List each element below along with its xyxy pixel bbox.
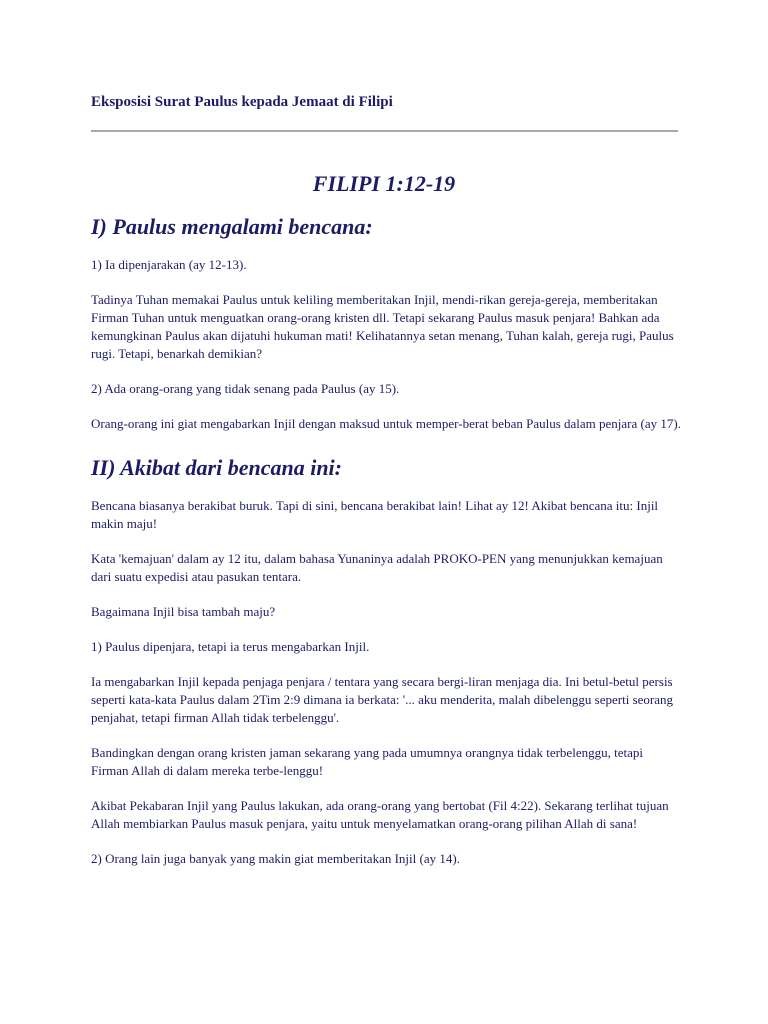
paragraph: Kata 'kemajuan' dalam ay 12 itu, dalam bahasa Yunaninya adalah PROKO-PEN yang menunjukkan kemajuan dari suatu expedisi atau pasukan tentara.: [91, 551, 663, 584]
paragraph: Bagaimana Injil bisa tambah maju?: [91, 604, 276, 619]
paragraph: Bandingkan dengan orang kristen jaman sekarang yang pada umumnya orangnya tidak terbelenggu, tetapi Firman Allah di dalam mereka terbe-lenggu!: [91, 745, 643, 778]
paragraph: Ia mengabarkan Injil kepada penjaga penjara / tentara yang secara bergi-liran menjaga dia. Ini betul-betul persis seperti kata-kata Paulus dalam 2Tim 2:9 dimana ia berkata: '... aku menderita, malah dibelenggu seperti seorang penjahat, tetapi firman Allah tidak terbelenggu'.: [91, 674, 673, 725]
paragraph: 2) Ada orang-orang yang tidak senang pada Paulus (ay 15).: [91, 381, 400, 396]
section-heading-1: I) Paulus mengalami bencana:: [91, 214, 373, 239]
paragraph: Tadinya Tuhan memakai Paulus untuk keliling memberitakan Injil, mendi-rikan gereja-gereja, memberitakan Firman Tuhan untuk menguatkan orang-orang kristen dll. Tetapi sekarang Paulus masuk penjara! Bahkan ada kemungkinan Paulus akan dijatuhi hukuman mati! Kelihatannya setan menang, Tuhan kalah, gereja rugi, Paulus rugi. Tetapi, benarkah demikian?: [91, 292, 674, 361]
paragraph: Bencana biasanya berakibat buruk. Tapi di sini, bencana berakibat lain! Lihat ay 12! Akibat bencana itu: Injil makin maju!: [91, 498, 659, 531]
paragraph: 1) Ia dipenjarakan (ay 12-13).: [91, 257, 247, 272]
document-title: Eksposisi Surat Paulus kepada Jemaat di Filipi: [91, 94, 393, 110]
chapter-heading: FILIPI 1:12-19: [312, 171, 456, 196]
document-body: [91, 214, 681, 885]
paragraph: 2) Orang lain juga banyak yang makin giat memberitakan Injil (ay 14).: [91, 851, 460, 866]
paragraph: Orang-orang ini giat mengabarkan Injil dengan maksud untuk memper-berat beban Paulus dalam penjara (ay 17).: [91, 416, 681, 431]
divider-rule: [91, 130, 678, 132]
section-heading-2: II) Akibat dari bencana ini:: [91, 455, 342, 480]
paragraph: 1) Paulus dipenjara, tetapi ia terus mengabarkan Injil.: [91, 639, 370, 654]
paragraph: Akibat Pekabaran Injil yang Paulus lakukan, ada orang-orang yang bertobat (Fil 4:22). Sekarang terlihat tujuan Allah membiarkan Paulus masuk penjara, yaitu untuk menyelamatkan orang-orang pilihan Allah di sana!: [91, 798, 669, 831]
